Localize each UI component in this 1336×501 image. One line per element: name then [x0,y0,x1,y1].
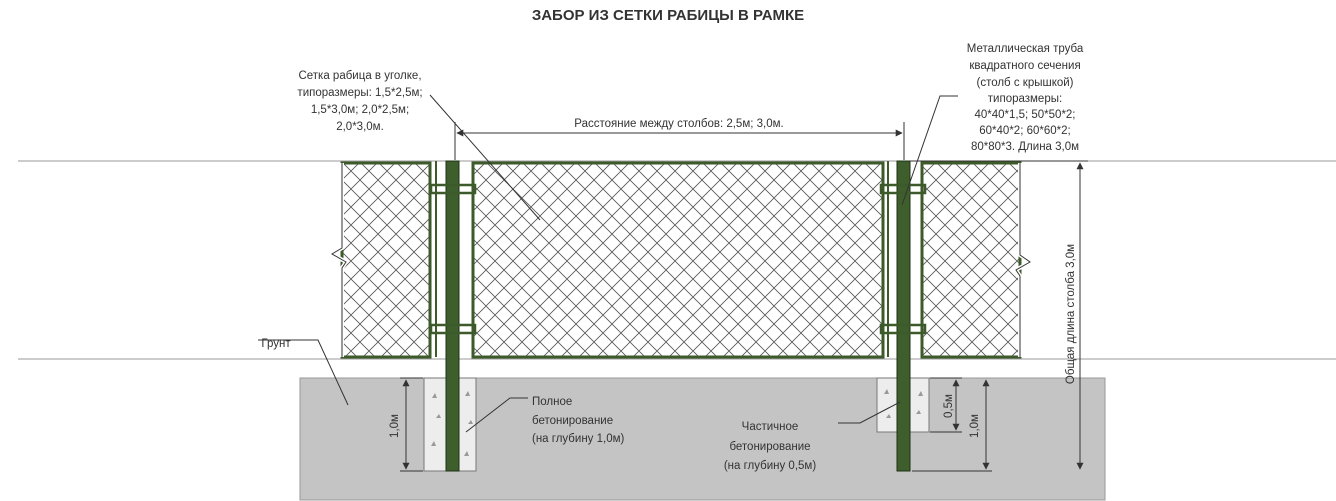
svg-text:бетонирование: бетонирование [532,415,614,427]
span-label: Расстояние между столбов: 2,5м; 3,0м. [574,118,784,130]
svg-text:Полное: Полное [532,396,573,408]
svg-text:80*80*3. Длина 3,0м: 80*80*3. Длина 3,0м [970,141,1080,153]
diagram-title: ЗАБОР ИЗ СЕТКИ РАБИЦЫ В РАМКЕ [531,7,805,24]
svg-text:60*40*2; 60*60*2;: 60*40*2; 60*60*2; [979,125,1071,137]
post-right [897,161,910,471]
post-left [446,161,459,471]
svg-text:Частичное: Частичное [741,421,799,433]
mesh-label [297,70,422,133]
svg-text:40*40*1,5; 50*50*2;: 40*40*1,5; 50*50*2; [974,109,1076,121]
svg-text:бетонирование: бетонирование [729,441,811,453]
break-mark-left-mask [332,163,346,357]
svg-text:квадратного сечения: квадратного сечения [969,60,1081,72]
ground-label: Грунт [261,338,291,350]
svg-text:типоразмеры:: типоразмеры: [987,93,1063,105]
mesh-panel-right [922,163,1020,357]
mesh-panel-left [342,163,430,357]
depth-right-small-label: 0,5м [943,394,955,418]
svg-text:(на глубину 1,0м): (на глубину 1,0м) [532,433,625,445]
depth-left-label: 1,0м [389,414,401,438]
svg-text:(на глубину 0,5м): (на глубину 0,5м) [723,460,817,472]
svg-text:типоразмеры: 1,5*2,5м;: типоразмеры: 1,5*2,5м; [297,87,423,99]
svg-text:2,0*3,0м.: 2,0*3,0м. [336,121,384,133]
total-length-label: Общая длина столба 3,0м [1065,243,1077,385]
post-label [967,43,1084,153]
ground-area [300,378,1105,500]
svg-text:Сетка рабица в уголке,: Сетка рабица в уголке, [298,70,422,82]
depth-right-full-label: 1,0м [969,414,981,438]
svg-text:(столб с крышкой): (столб с крышкой) [976,77,1074,89]
mesh-panel-center [473,163,883,357]
svg-text:Металлическая труба: Металлическая труба [966,43,1084,55]
svg-text:1,5*3,0м; 2,0*2,5м;: 1,5*3,0м; 2,0*2,5м; [310,104,410,116]
